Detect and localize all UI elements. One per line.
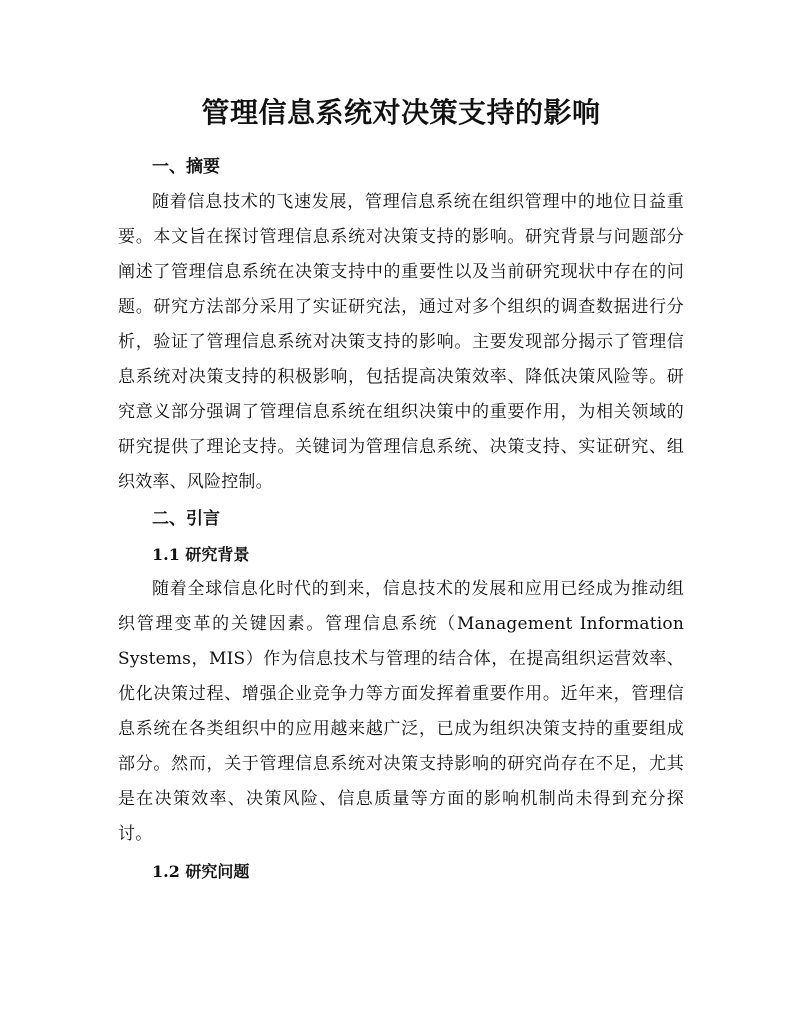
title-spacer	[118, 132, 684, 150]
document-page	[118, 94, 684, 889]
abstract-heading: 一、摘要	[152, 157, 220, 177]
subsection-1-2-heading: 1.2 研究问题	[152, 862, 250, 881]
introduction-heading: 二、引言	[152, 509, 220, 529]
subsection-1-1-heading: 1.1 研究背景	[152, 545, 250, 564]
background-paragraph: 随着全球信息化时代的到来，信息技术的发展和应用已经成为推动组织管理变革的关键因素。管理信息系统（Management Information Systems，MIS）作为信息技术与管理的结合体，在提高组织运营效率、优化决策过程、增强企业竞争力等方面发挥着重要作用。近年来，管理信息系统在各类组织中的应用越来越广泛，已成为组织决策支持的重要组成部分。然而，关于管理信息系统对决策支持影响的研究尚存在不足，尤其是在决策效率、决策风险、信息质量等方面的影响机制尚未得到充分探讨。	[118, 579, 684, 844]
document-title: 管理信息系统对决策支持的影响	[201, 96, 601, 129]
abstract-paragraph: 随着信息技术的飞速发展，管理信息系统在组织管理中的地位日益重要。本文旨在探讨管理信息系统对决策支持的影响。研究背景与问题部分阐述了管理信息系统在决策支持中的重要性以及当前研究现状中存在的问题。研究方法部分采用了实证研究法，通过对多个组织的调查数据进行分析，验证了管理信息系统对决策支持的影响。主要发现部分揭示了管理信息系统对决策支持的积极影响，包括提高决策效率、降低决策风险等。研究意义部分强调了管理信息系统在组织决策中的重要作用，为相关领域的研究提供了理论支持。关键词为管理信息系统、决策支持、实证研究、组织效率、风险控制。	[118, 192, 684, 492]
